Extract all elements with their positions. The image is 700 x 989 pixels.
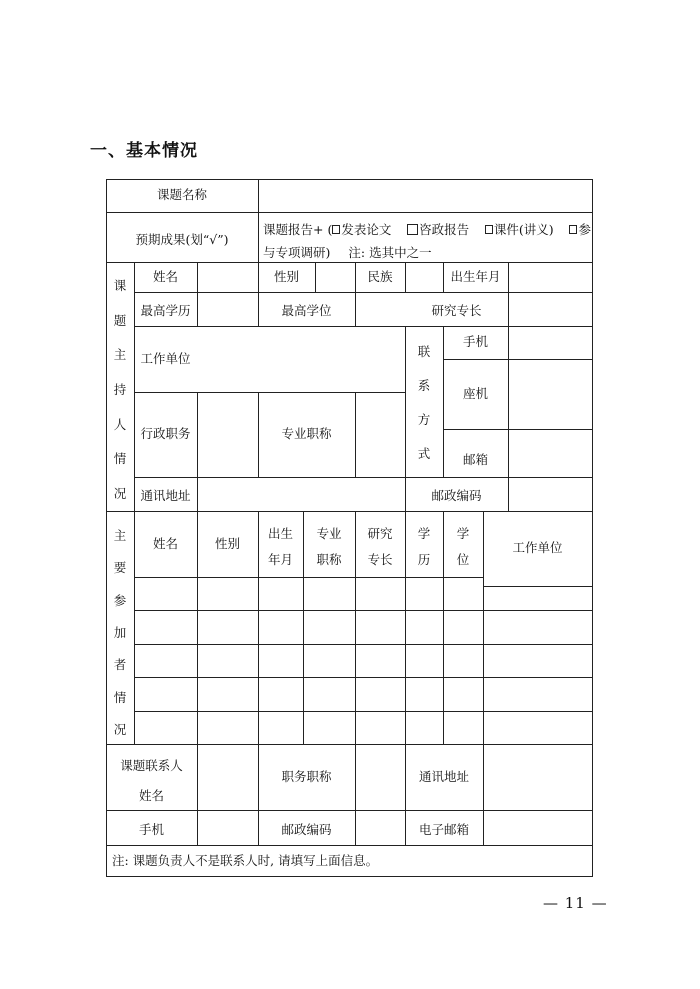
table-rule <box>405 262 406 293</box>
liaison-name-label: 课题联系人 姓名 <box>120 758 183 803</box>
liaison-mobile-label: 手机 <box>138 821 164 837</box>
page-number: — 11 — <box>543 894 608 912</box>
checkbox-icon <box>407 224 418 235</box>
section-heading: 一、基本情况 <box>90 141 198 161</box>
table-rule <box>106 845 593 846</box>
table-rule <box>134 477 593 478</box>
host-specialty-label: 研究专长 <box>431 302 482 318</box>
table-rule <box>483 586 593 587</box>
project-name-field[interactable] <box>258 179 592 212</box>
table-rule <box>134 711 593 712</box>
host-workplace-label: 工作单位 <box>140 350 191 366</box>
host-admin-post-label: 行政职务 <box>140 426 191 442</box>
outcome-label: 预期成果(划“√”) <box>135 231 229 247</box>
table-rule <box>134 610 593 611</box>
participant-research-header: 研究 专长 <box>367 526 393 567</box>
table-rule <box>315 262 316 293</box>
table-rule <box>197 392 198 478</box>
liaison-email-label: 电子邮箱 <box>418 821 469 837</box>
checkbox-icon <box>485 225 493 234</box>
table-rule <box>134 644 593 645</box>
table-rule <box>134 577 484 578</box>
outcome-options <box>263 218 591 264</box>
footer-note: 注: 课题负责人不是联系人时, 请填写上面信息。 <box>112 853 379 868</box>
host-edu-label: 最高学历 <box>140 302 191 318</box>
host-postcode-label: 邮政编码 <box>431 487 482 503</box>
table-rule <box>134 326 593 327</box>
outcome-opt-research-cont: 与专项调研) <box>263 245 331 260</box>
host-pro-title-label: 专业职称 <box>281 426 332 442</box>
outcome-note: 注: 选其中之一 <box>348 245 432 260</box>
participant-degree-header: 学 位 <box>456 526 470 567</box>
participant-title-header: 专业 职称 <box>316 526 342 567</box>
table-rule <box>483 744 484 846</box>
host-mobile-label: 手机 <box>462 334 488 350</box>
participant-name-header: 姓名 <box>152 535 178 551</box>
host-address-label: 通讯地址 <box>140 487 191 503</box>
host-section-label: 课 题 主 持 人 情 况 <box>113 278 127 501</box>
table-rule <box>134 292 593 293</box>
table-rule <box>355 392 356 478</box>
host-landline-label: 座机 <box>462 385 488 401</box>
participant-workplace-header: 工作单位 <box>512 540 563 556</box>
table-rule <box>197 262 198 327</box>
host-gender-label: 性别 <box>273 268 299 284</box>
liaison-address-label: 通讯地址 <box>418 768 469 784</box>
table-rule <box>106 876 593 877</box>
table-rule <box>508 262 509 512</box>
checkbox-icon <box>569 225 577 234</box>
outcome-opt-report[interactable]: 课题报告+ ( 发表论文 <box>263 222 392 237</box>
host-ethnicity-label: 民族 <box>367 268 393 284</box>
outcome-opt-research[interactable]: 参 <box>569 218 591 241</box>
table-rule <box>197 744 198 846</box>
liaison-post-title-label: 职务职称 <box>281 768 332 784</box>
project-name-label: 课题名称 <box>156 187 207 203</box>
table-rule <box>134 677 593 678</box>
host-name-label: 姓名 <box>152 268 178 284</box>
table-rule <box>197 477 198 512</box>
table-rule <box>106 810 593 811</box>
host-contact-label: 联 系 方 式 <box>417 344 431 461</box>
checkbox-icon <box>332 225 340 234</box>
host-birth-label: 出生年月 <box>450 268 501 284</box>
outcome-opt-advisory[interactable]: 咨政报告 <box>407 218 469 241</box>
participants-section-label: 主 要 参 加 者 情 况 <box>113 528 127 737</box>
participant-edu-header: 学 历 <box>417 526 431 567</box>
host-degree-label: 最高学位 <box>281 302 332 318</box>
participant-birth-header: 出生 年月 <box>267 526 293 567</box>
participant-gender-header: 性别 <box>214 535 240 551</box>
table-rule <box>355 744 356 846</box>
liaison-postcode-label: 邮政编码 <box>281 821 332 837</box>
host-email-label: 邮箱 <box>462 451 488 467</box>
outcome-opt-courseware[interactable]: 课件(讲义) <box>485 218 554 241</box>
table-rule <box>592 179 593 877</box>
